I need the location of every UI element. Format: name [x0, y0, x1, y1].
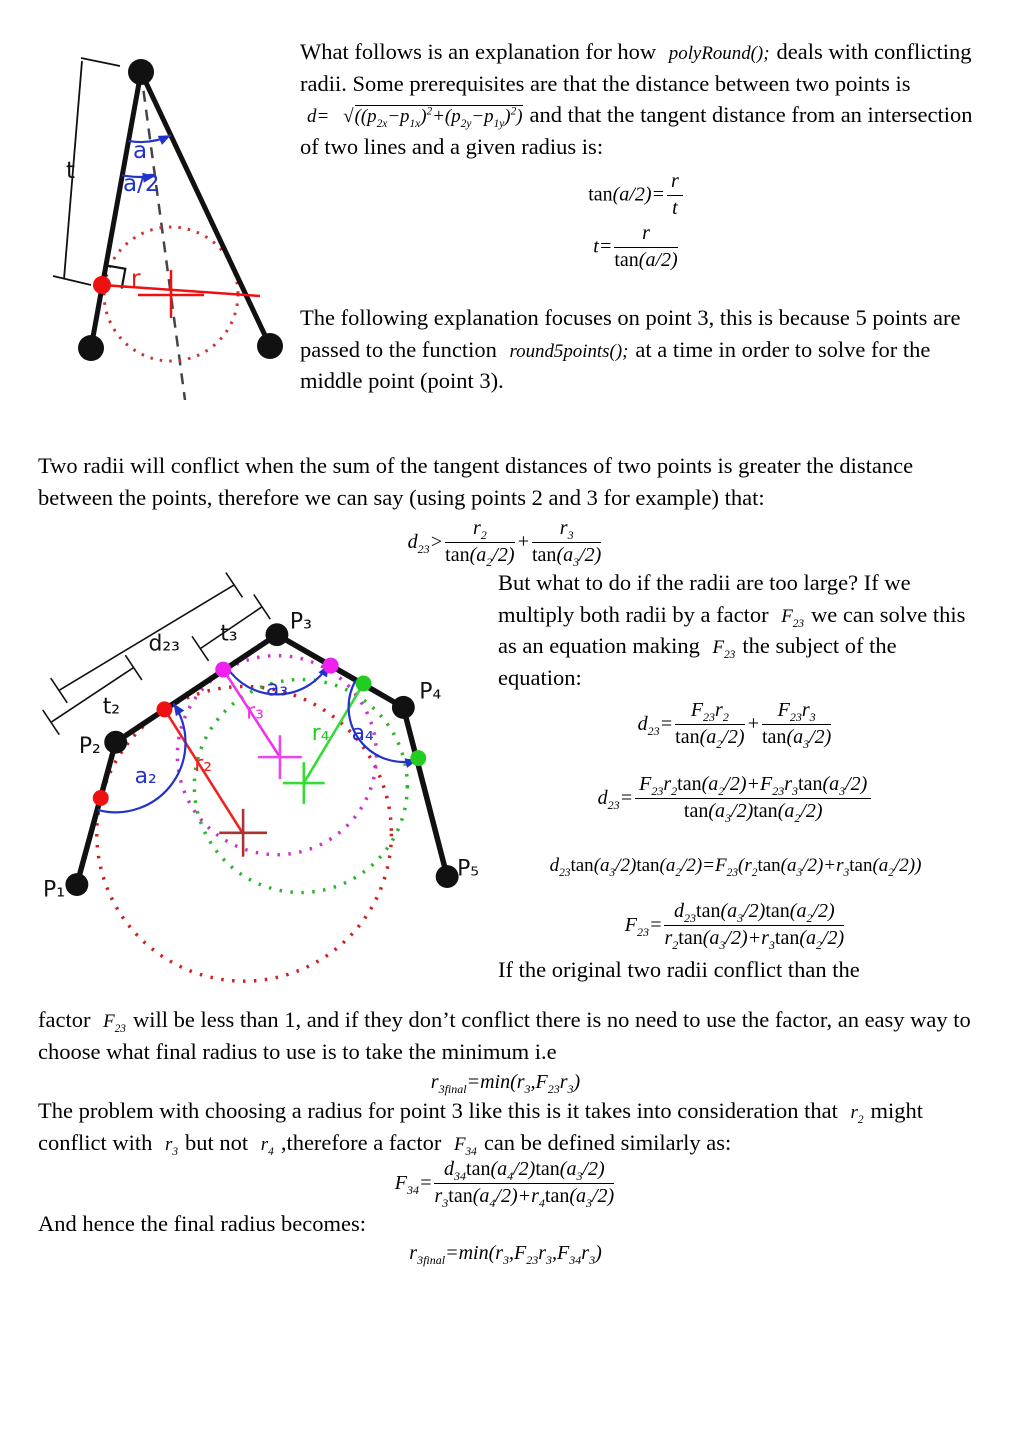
vertex-dots [78, 59, 283, 361]
center-cross-r3 [258, 735, 302, 779]
formula-r3final-min-all: $r_{3final}=\min(r_3,F_{23}r_3,F_{34}r_3)$ [409, 1241, 602, 1267]
formula-f34: $F_{34}=$ $\frac{d_{34}\tan(a_4/2)\tan(a_3/2)}{r_3\tan(a_4/2)+r_4\tan(a_3/2)}$ [394, 1158, 615, 1210]
center-cross-r2 [219, 809, 267, 857]
corner-lines [91, 72, 270, 348]
paragraph-factor-intro: But what to do if the radii are too large? If we multiply both radii by a factor $F_{23}$ we can solve this as an equation making $F_{23}$ the subject of the equation: [498, 570, 966, 690]
circle-r4 [194, 680, 407, 893]
a3-label: a₃ [265, 676, 289, 702]
a-half-label: a/2 [123, 171, 160, 197]
r-label: r [131, 266, 141, 292]
formula-r3final-min: $r_{3final}=\min(r_3,F_{23}r_3)$ [430, 1071, 581, 1097]
tangent-diagram [38, 48, 300, 420]
a2-label: a₂ [134, 764, 157, 790]
r3-label: r₃ [246, 699, 264, 725]
center-cross-r4 [283, 762, 325, 804]
formula-conflict-inequality: $d_{23}>$ $\frac{r_2}{\tan(a_2/2)}$ + $\frac{r_3}{\tan(a_3/2)}$ [407, 517, 602, 569]
p5-label: P₅ [457, 856, 480, 882]
p2-label: P₂ [78, 734, 101, 760]
formula-tangent-distance: t= $\frac{r}{\tan(a/2)}$ [593, 222, 678, 271]
r2-label: r₂ [194, 752, 213, 778]
paragraph-minimum-rest: factor $F_{23}$ will be less than 1, and if they don’t conflict there is no need to use the factor, an easy way to choose what final radius to use is to take the minimum i.e [38, 1007, 971, 1064]
paragraph-minimum-intro: If the original two radii conflict than the [498, 957, 860, 983]
tangent-point-dot [93, 276, 111, 294]
polyline-diagram [30, 571, 498, 1004]
point-dots [65, 623, 458, 896]
paragraph-conflict-condition: Two radii will conflict when the sum of the tangent distances of two points is greater the distance between the points, therefore we can say (using points 2 and 3 for example) that: [38, 453, 914, 510]
p4-label: P₄ [419, 679, 442, 705]
paragraph-point3-focus: The following explanation focuses on point 3, this is because 5 points are passed to the function round5points(); at a time in order to solve for the middle point (point 3). [300, 305, 961, 394]
p1-label: P₁ [43, 877, 65, 903]
a-label: a [133, 138, 148, 164]
p3-label: P₃ [289, 609, 312, 635]
formula-tan-half-angle: tan(a/2)= $\frac{r}{t}$ [38, 170, 973, 220]
formula-d23-combined-fraction: $d_{23}=$ $\frac{F_{23}r_2\tan(a_2/2)+F_{23}r_3\tan(a_3/2)}{\tan(a_3/2)\tan(a_2/2)}$ [38, 773, 973, 823]
formula-f23-solved: $F_{23}=$ $\frac{d_{23}\tan(a_3/2)\tan(a_2/2)}{r_2\tan(a_3/2)+r_3\tan(a_2/2)}$ [624, 900, 845, 952]
formula-d23-cross-multiplied: $d_{23}\tan(a_3/2)\tan(a_2/2)=F_{23}(r_2\tan(a_3/2)+r_3\tan(a_2/2))$ [549, 855, 922, 880]
a4-label: a₄ [351, 721, 374, 747]
t2-measurement [43, 655, 142, 734]
paragraph-final-radius: And hence the final radius becomes: [38, 1211, 367, 1237]
d23-measurement [51, 573, 243, 703]
formula-d23-with-factor: $d_{23}=$ $\frac{F_{23}r_2}{\tan(a_2/2)}$ + $\frac{F_{23}r_3}{\tan(a_3/2)}$ [637, 699, 832, 751]
d23-label: d₂₃ [148, 631, 180, 657]
t3-label: t₃ [220, 621, 238, 647]
t2-label: t₂ [102, 694, 121, 720]
r4-label: r₄ [311, 721, 330, 747]
paragraph-f34-intro: The problem with choosing a radius for point 3 like this is it takes into consideration that $r_2$ might conflict with $r_3$ but not $r_4$ ,therefore a factor $F_{34}$ can be defined similarly as: [38, 1098, 924, 1158]
t-label: t [66, 158, 76, 184]
paragraph-intro: What follows is an explanation for how polyRound(); deals with conflicting radii. Some prerequisites are that the distance between two points is $d= √((p_{2x}-p_{1x})^2+(p_{2y}-p_{1y})^2)$ and that the tangent distance from an intersection of two lines and a given radius is: [300, 39, 973, 159]
